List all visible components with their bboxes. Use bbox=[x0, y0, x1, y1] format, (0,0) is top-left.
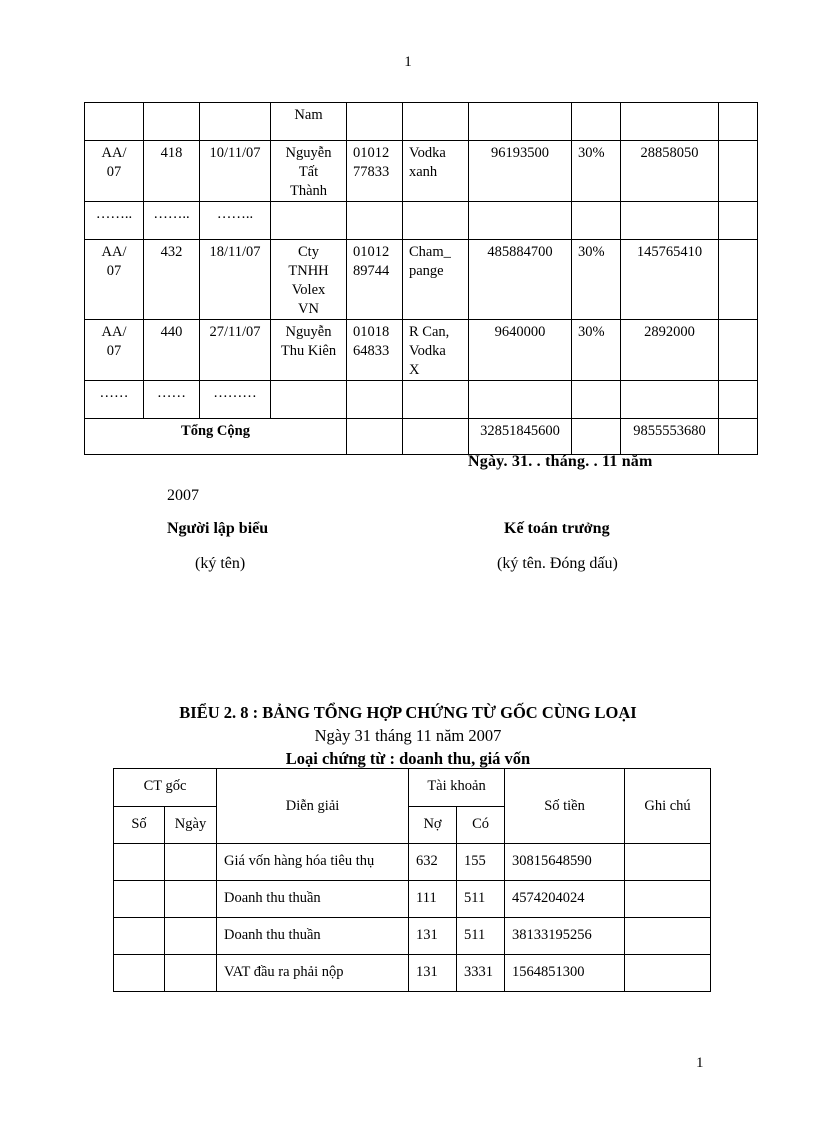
total-tax-amount: 9855553680 bbox=[621, 419, 719, 455]
cell-date: ……… bbox=[200, 381, 271, 419]
cell-goods: Vodka xanh bbox=[403, 141, 469, 202]
total-label: Tổng Cộng bbox=[85, 419, 347, 455]
cell-tax-code: 01012 89744 bbox=[347, 240, 403, 320]
signing-date: Ngày. 31. . tháng. . 11 năm bbox=[468, 453, 653, 470]
cell-series: AA/ 07 bbox=[85, 141, 144, 202]
cell-amount: 485884700 bbox=[469, 240, 572, 320]
table-row bbox=[114, 918, 711, 955]
cell-so-tien: 30815648590 bbox=[505, 844, 625, 881]
cell-amount bbox=[469, 381, 572, 419]
cell-co: 155 bbox=[457, 844, 505, 881]
cell-dien-giai: VAT đầu ra phải nộp bbox=[217, 955, 409, 992]
cell-tax-code bbox=[347, 103, 403, 141]
cell-customer: Nguyễn Tất Thành bbox=[271, 141, 347, 202]
chief-accountant-title: Kế toán trưởng bbox=[504, 520, 610, 537]
cell-amount: 9640000 bbox=[469, 320, 572, 381]
cell-extra bbox=[719, 240, 758, 320]
cell-tax-code: 01012 77833 bbox=[347, 141, 403, 202]
table-row bbox=[85, 381, 758, 419]
cell-ghi-chu bbox=[625, 955, 711, 992]
table2-document-type: Loại chứng từ : doanh thu, giá vốn bbox=[285, 749, 531, 768]
table-row bbox=[85, 240, 758, 320]
cell-number: 418 bbox=[144, 141, 200, 202]
cell-co: 511 bbox=[457, 918, 505, 955]
total-amount: 32851845600 bbox=[469, 419, 572, 455]
cell-empty bbox=[403, 419, 469, 455]
cell-ngay bbox=[165, 844, 217, 881]
cell-ghi-chu bbox=[625, 844, 711, 881]
header-ghi-chu: Ghi chú bbox=[625, 769, 711, 844]
cell-goods bbox=[403, 103, 469, 141]
cell-so-tien: 1564851300 bbox=[505, 955, 625, 992]
cell-number: 432 bbox=[144, 240, 200, 320]
cell-number: …….. bbox=[144, 202, 200, 240]
cell-extra bbox=[719, 103, 758, 141]
cell-tax-code bbox=[347, 381, 403, 419]
signing-year: 2007 bbox=[167, 487, 199, 504]
header-co: Có bbox=[457, 807, 505, 844]
cell-tax-amount bbox=[621, 202, 719, 240]
preparer-signature-note: (ký tên) bbox=[195, 555, 246, 572]
cell-empty bbox=[572, 419, 621, 455]
cell-tax-rate: 30% bbox=[572, 320, 621, 381]
table2-title: BIỂU 2. 8 : BẢNG TỔNG HỢP CHỨNG TỪ GỐC CÙNG LOẠI bbox=[179, 703, 637, 722]
cell-amount bbox=[469, 202, 572, 240]
cell-number: …… bbox=[144, 381, 200, 419]
table-row bbox=[114, 844, 711, 881]
cell-ngay bbox=[165, 881, 217, 918]
cell-tax-rate bbox=[572, 202, 621, 240]
cell-tax-rate: 30% bbox=[572, 141, 621, 202]
table-row bbox=[114, 881, 711, 918]
cell-date: …….. bbox=[200, 202, 271, 240]
cell-ngay bbox=[165, 918, 217, 955]
header-so-tien: Số tiền bbox=[505, 769, 625, 844]
cell-tax-rate bbox=[572, 103, 621, 141]
cell-number bbox=[144, 103, 200, 141]
cell-series: …….. bbox=[85, 202, 144, 240]
table-row bbox=[85, 141, 758, 202]
cell-date: 27/11/07 bbox=[200, 320, 271, 381]
cell-extra bbox=[719, 202, 758, 240]
cell-date bbox=[200, 103, 271, 141]
cell-ghi-chu bbox=[625, 881, 711, 918]
cell-tax-amount: 2892000 bbox=[621, 320, 719, 381]
cell-tax-amount: 145765410 bbox=[621, 240, 719, 320]
cell-so bbox=[114, 918, 165, 955]
cell-tax-amount: 28858050 bbox=[621, 141, 719, 202]
cell-so bbox=[114, 955, 165, 992]
table-row bbox=[85, 320, 758, 381]
header-ct-goc: CT gốc bbox=[114, 769, 217, 807]
cell-dien-giai: Doanh thu thuần bbox=[217, 881, 409, 918]
cell-series bbox=[85, 103, 144, 141]
table-row bbox=[85, 103, 758, 141]
cell-tax-code bbox=[347, 202, 403, 240]
cell-series: …… bbox=[85, 381, 144, 419]
cell-so bbox=[114, 844, 165, 881]
cell-amount bbox=[469, 103, 572, 141]
header-so: Số bbox=[114, 807, 165, 844]
cell-no: 111 bbox=[409, 881, 457, 918]
cell-no: 131 bbox=[409, 955, 457, 992]
cell-dien-giai: Doanh thu thuần bbox=[217, 918, 409, 955]
cell-so-tien: 38133195256 bbox=[505, 918, 625, 955]
header-ngay: Ngày bbox=[165, 807, 217, 844]
table-row bbox=[114, 955, 711, 992]
cell-tax-code: 01018 64833 bbox=[347, 320, 403, 381]
cell-no: 632 bbox=[409, 844, 457, 881]
cell-ghi-chu bbox=[625, 918, 711, 955]
cell-extra bbox=[719, 419, 758, 455]
cell-dien-giai: Giá vốn hàng hóa tiêu thụ bbox=[217, 844, 409, 881]
cell-tax-amount bbox=[621, 381, 719, 419]
summary-table bbox=[113, 768, 711, 992]
cell-goods: R Can, Vodka X bbox=[403, 320, 469, 381]
preparer-title: Người lập biểu bbox=[167, 520, 269, 537]
cell-customer: Nam bbox=[271, 103, 347, 141]
page-number-bottom: 1 bbox=[696, 1055, 704, 1071]
cell-so bbox=[114, 881, 165, 918]
cell-number: 440 bbox=[144, 320, 200, 381]
cell-customer: Cty TNHH Volex VN bbox=[271, 240, 347, 320]
cell-goods: Cham_ pange bbox=[403, 240, 469, 320]
cell-customer: Nguyễn Thu Kiên bbox=[271, 320, 347, 381]
header-dien-giai: Diễn giải bbox=[217, 769, 409, 844]
cell-goods bbox=[403, 381, 469, 419]
header-tai-khoan: Tài khoản bbox=[409, 769, 505, 807]
cell-date: 18/11/07 bbox=[200, 240, 271, 320]
cell-tax-amount bbox=[621, 103, 719, 141]
cell-date: 10/11/07 bbox=[200, 141, 271, 202]
cell-tax-rate: 30% bbox=[572, 240, 621, 320]
cell-extra bbox=[719, 381, 758, 419]
cell-amount: 96193500 bbox=[469, 141, 572, 202]
cell-customer bbox=[271, 381, 347, 419]
total-row bbox=[85, 419, 758, 455]
cell-co: 511 bbox=[457, 881, 505, 918]
cell-ngay bbox=[165, 955, 217, 992]
cell-extra bbox=[719, 141, 758, 202]
cell-empty bbox=[347, 419, 403, 455]
cell-customer bbox=[271, 202, 347, 240]
chief-accountant-signature-note: (ký tên. Đóng dấu) bbox=[497, 555, 618, 572]
cell-so-tien: 4574204024 bbox=[505, 881, 625, 918]
cell-series: AA/ 07 bbox=[85, 320, 144, 381]
cell-tax-rate bbox=[572, 381, 621, 419]
page-number-top: 1 bbox=[404, 54, 412, 70]
cell-no: 131 bbox=[409, 918, 457, 955]
cell-co: 3331 bbox=[457, 955, 505, 992]
table2-date: Ngày 31 tháng 11 năm 2007 bbox=[314, 726, 502, 745]
invoice-table bbox=[84, 102, 758, 455]
cell-series: AA/ 07 bbox=[85, 240, 144, 320]
cell-goods bbox=[403, 202, 469, 240]
header-no: Nợ bbox=[409, 807, 457, 844]
cell-extra bbox=[719, 320, 758, 381]
table-row bbox=[85, 202, 758, 240]
